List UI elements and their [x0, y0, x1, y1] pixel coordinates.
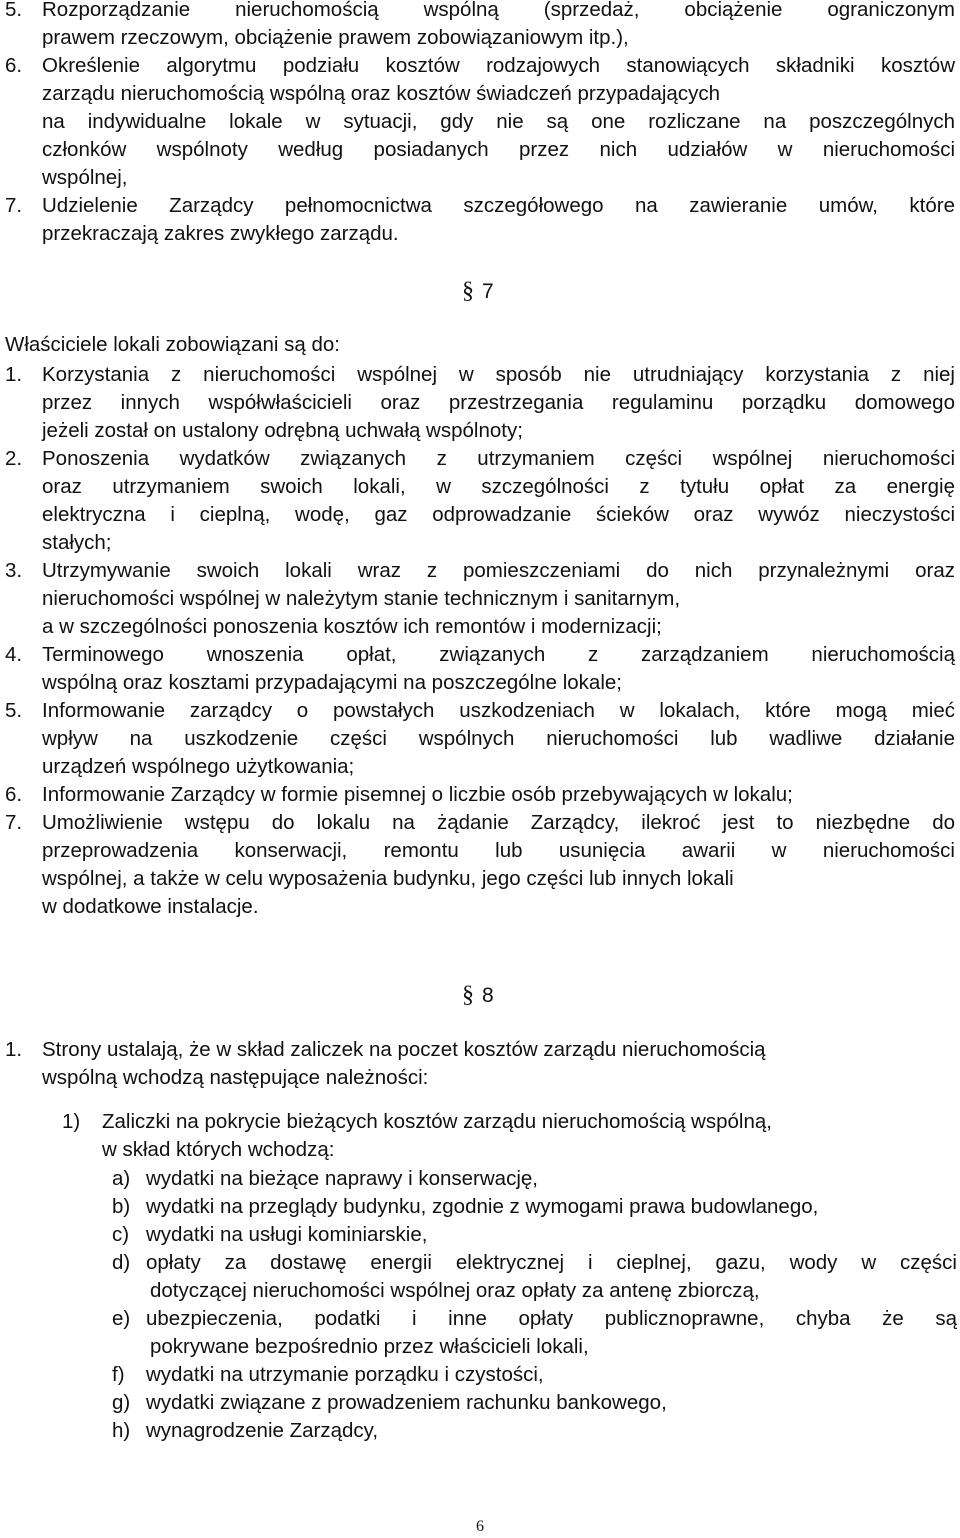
- obligation-item-line: w dodatkowe instalacje.: [42, 895, 259, 918]
- s8-point-line: wspólną wchodzą następujące należności:: [42, 1066, 429, 1089]
- obligation-item-line: a w szczególności ponoszenia kosztów ich remontów i modernizacji;: [42, 615, 662, 638]
- section-7-heading: [462, 278, 494, 305]
- section-8-heading: [462, 982, 494, 1009]
- authority-item-number: 5.: [5, 0, 23, 21]
- obligation-item-line: Terminowego wnoszenia opłat, związanych z zarządzaniem nieruchomością: [42, 643, 955, 666]
- obligation-item-line: stałych;: [42, 531, 112, 554]
- cost-item-line: wydatki związane z prowadzeniem rachunku bankowego,: [146, 1391, 667, 1414]
- obligation-item-line: Korzystania z nieruchomości wspólnej w sposób nie utrudniający korzystania z niej: [42, 363, 955, 386]
- s8-point-line: Strony ustalają, że w skład zaliczek na poczet kosztów zarządu nieruchomością: [42, 1038, 766, 1061]
- obligation-item-line: Ponoszenia wydatków związanych z utrzymaniem części wspólnej nieruchomości: [42, 447, 955, 470]
- cost-item-letter: f): [112, 1363, 125, 1386]
- cost-item-letter: g): [112, 1391, 131, 1414]
- page-number: 6: [476, 1518, 484, 1535]
- obligation-item-line: przez innych współwłaścicieli oraz przestrzegania regulaminu porządku domowego: [42, 391, 955, 414]
- authority-item-line: przekraczają zakres zwykłego zarządu.: [42, 222, 399, 245]
- s8-subpoint-number: 1): [62, 1110, 81, 1133]
- authority-item-line: Określenie algorytmu podziału kosztów rodzajowych stanowiących składniki kosztów: [42, 54, 955, 77]
- cost-item-line: pokrywane bezpośrednio przez właścicieli lokali,: [150, 1335, 589, 1358]
- authority-item-line: prawem rzeczowym, obciążenie prawem zobowiązaniowym itp.),: [42, 26, 629, 49]
- paragraph-symbol: §: [462, 278, 474, 304]
- obligation-item-line: Informowanie Zarządcy w formie pisemnej o liczbie osób przebywających w lokalu;: [42, 783, 793, 806]
- obligation-item-line: Umożliwienie wstępu do lokalu na żądanie Zarządcy, ilekroć jest to niezbędne do: [42, 811, 955, 834]
- cost-item-line: ubezpieczenia, podatki i inne opłaty publicznoprawne, chyba że są: [146, 1307, 957, 1330]
- obligation-item-line: urządzeń wspólnego użytkowania;: [42, 755, 355, 778]
- cost-item-letter: a): [112, 1167, 131, 1190]
- obligation-item-line: Utrzymywanie swoich lokali wraz z pomieszczeniami do nich przynależnymi oraz: [42, 559, 955, 582]
- authority-item-line: na indywidualne lokale w sytuacji, gdy nie są one rozliczane na poszczególnych: [42, 110, 955, 133]
- authority-item-line: zarządu nieruchomością wspólną oraz kosztów świadczeń przypadających: [42, 82, 720, 105]
- s8-point-number: 1.: [5, 1038, 23, 1061]
- authority-item-line: członków wspólnoty według posiadanych przez nich udziałów w nieruchomości: [42, 138, 955, 161]
- authority-item-line: wspólnej,: [42, 166, 128, 189]
- obligation-item-line: elektryczna i cieplną, wodę, gaz odprowadzanie ścieków oraz wywóz nieczystości: [42, 503, 955, 526]
- authority-item-line: Rozporządzanie nieruchomością wspólną (sprzedaż, obciążenie ograniczonym: [42, 0, 955, 21]
- section-number: 8: [482, 984, 494, 1007]
- section-number: 7: [482, 280, 494, 303]
- authority-item-number: 6.: [5, 54, 23, 77]
- paragraph-symbol: §: [462, 982, 474, 1008]
- obligation-item-number: 7.: [5, 811, 23, 834]
- obligation-item-line: wspólną oraz kosztami przypadającymi na poszczególne lokale;: [42, 671, 622, 694]
- cost-item-line: wydatki na bieżące naprawy i konserwację,: [146, 1167, 538, 1190]
- obligation-item-line: nieruchomości wspólnej w należytym stanie technicznym i sanitarnym,: [42, 587, 681, 610]
- obligation-item-line: jeżeli został on ustalony odrębną uchwałą wspólnoty;: [42, 419, 523, 442]
- obligation-item-line: wpływ na uszkodzenie części wspólnych nieruchomości lub wadliwe działanie: [42, 727, 955, 750]
- cost-item-line: opłaty za dostawę energii elektrycznej i cieplnej, gazu, wody w części: [146, 1251, 957, 1274]
- cost-item-letter: c): [112, 1223, 130, 1246]
- s8-subpoint-line: w skład których wchodzą:: [102, 1138, 335, 1161]
- cost-item-line: dotyczącej nieruchomości wspólnej oraz opłaty za antenę zbiorczą,: [150, 1279, 760, 1302]
- obligation-item-line: oraz utrzymaniem swoich lokali, w szczególności z tytułu opłat za energię: [42, 475, 955, 498]
- cost-item-line: wynagrodzenie Zarządcy,: [146, 1419, 379, 1442]
- obligation-item-number: 6.: [5, 783, 23, 806]
- cost-item-letter: h): [112, 1419, 131, 1442]
- cost-item-letter: e): [112, 1307, 131, 1330]
- obligation-item-number: 2.: [5, 447, 23, 470]
- authority-item-number: 7.: [5, 194, 23, 217]
- obligation-item-line: wspólnej, a także w celu wyposażenia budynku, jego części lub innych lokali: [42, 867, 734, 890]
- cost-item-line: wydatki na usługi kominiarskie,: [146, 1223, 428, 1246]
- obligation-item-line: przeprowadzenia konserwacji, remontu lub usunięcia awarii w nieruchomości: [42, 839, 955, 862]
- obligation-item-line: Informowanie zarządcy o powstałych uszkodzeniach w lokalach, które mogą mieć: [42, 699, 955, 722]
- section-7-intro: Właściciele lokali zobowiązani są do:: [5, 333, 340, 356]
- obligation-item-number: 3.: [5, 559, 23, 582]
- cost-item-line: wydatki na utrzymanie porządku i czystości,: [146, 1363, 544, 1386]
- obligation-item-number: 4.: [5, 643, 23, 666]
- s8-subpoint-line: Zaliczki na pokrycie bieżących kosztów zarządu nieruchomością wspólną,: [102, 1110, 772, 1133]
- authority-item-line: Udzielenie Zarządcy pełnomocnictwa szczegółowego na zawieranie umów, które: [42, 194, 955, 217]
- cost-item-line: wydatki na przeglądy budynku, zgodnie z wymogami prawa budowlanego,: [146, 1195, 819, 1218]
- obligation-item-number: 1.: [5, 363, 23, 386]
- obligation-item-number: 5.: [5, 699, 23, 722]
- cost-item-letter: d): [112, 1251, 131, 1274]
- cost-item-letter: b): [112, 1195, 131, 1218]
